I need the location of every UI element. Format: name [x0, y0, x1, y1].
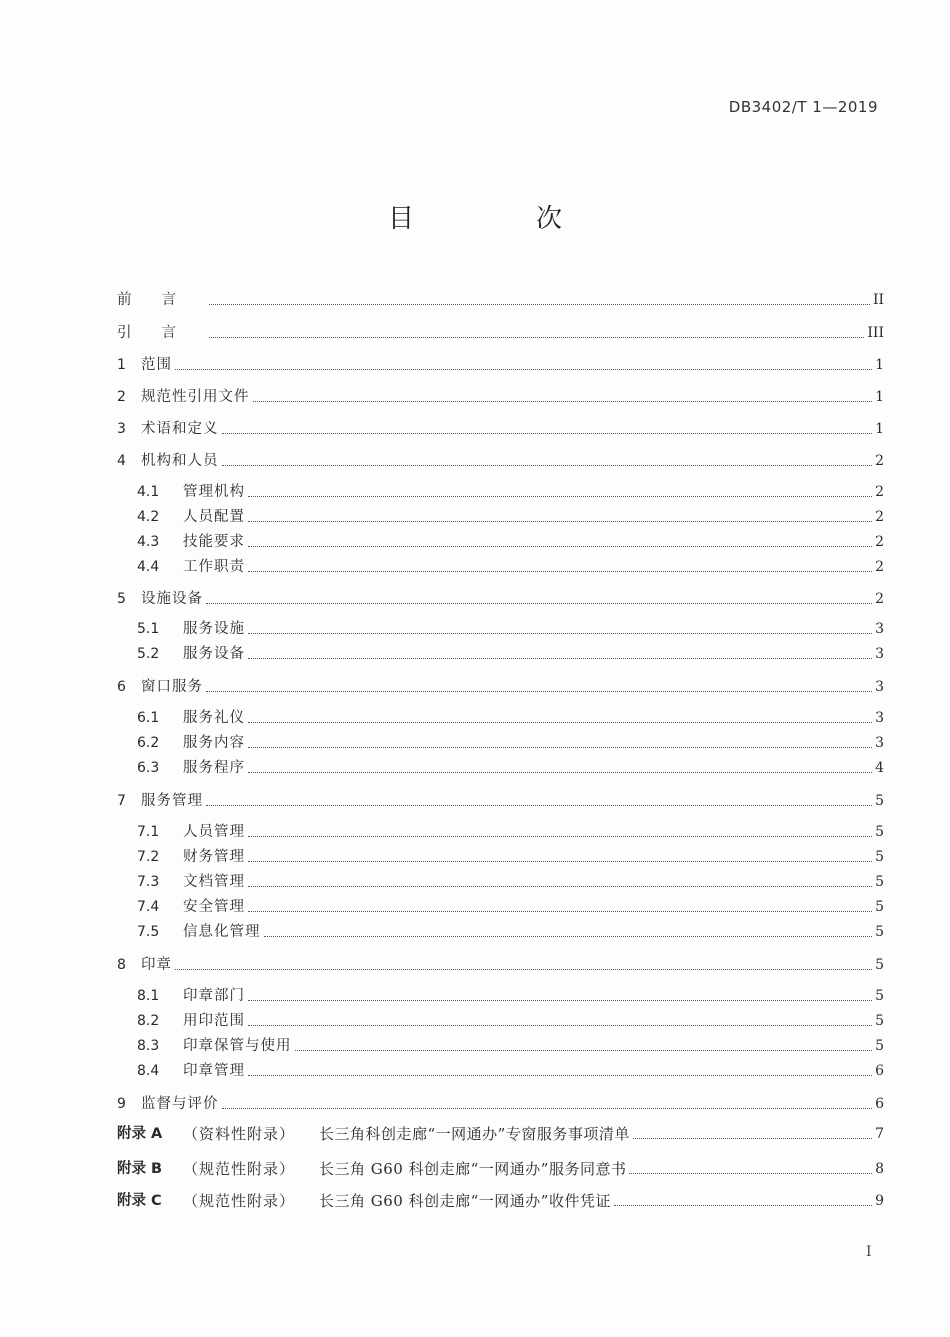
toc-entry-label: 信息化管理 — [183, 924, 261, 940]
toc-entry-label: 工作职责 — [183, 559, 245, 575]
toc-entry-page: 3 — [875, 679, 884, 695]
toc-entry-page: 3 — [875, 621, 884, 637]
toc-entry-page: 5 — [875, 957, 884, 973]
dot-leader — [248, 632, 872, 634]
toc-entry-label: 管理机构 — [183, 484, 245, 500]
toc-entry-label: 长三角 G60 科创走廊“一网通办”收件凭证 — [319, 1192, 611, 1210]
toc-entry-page: 5 — [875, 824, 884, 840]
toc-entry-label: 服务程序 — [183, 760, 245, 776]
toc-entry-label: 印章管理 — [183, 1063, 245, 1079]
toc-entry-page: 5 — [875, 988, 884, 1004]
toc-entry-number: 7.1 — [137, 824, 160, 840]
toc-subentry[interactable] — [137, 918, 884, 942]
toc-entry-page: 9 — [875, 1193, 884, 1209]
toc-subentry[interactable] — [137, 1057, 884, 1081]
dot-leader — [248, 721, 872, 723]
toc-entry-foreword[interactable] — [117, 286, 884, 310]
toc-subentry[interactable] — [137, 478, 884, 502]
toc-entry[interactable] — [117, 383, 884, 407]
toc-entry-page: 3 — [875, 710, 884, 726]
toc-entry-number: 8.3 — [137, 1038, 160, 1054]
toc-appendix-b[interactable] — [117, 1155, 884, 1179]
dot-leader — [206, 602, 872, 604]
toc-entry-number: 4.3 — [137, 534, 160, 550]
dot-leader — [175, 968, 872, 970]
toc-entry-label: 技能要求 — [183, 534, 245, 550]
toc-entry-page: 6 — [875, 1063, 884, 1079]
dot-leader — [248, 520, 872, 522]
dot-leader — [248, 1074, 872, 1076]
toc-entry-label: 前言 — [117, 292, 206, 308]
dot-leader — [295, 1049, 873, 1051]
document-code: DB3402/T 1—2019 — [728, 98, 878, 116]
dot-leader — [633, 1137, 872, 1139]
dot-leader — [248, 746, 872, 748]
toc-entry-label: 印章保管与使用 — [183, 1038, 292, 1054]
toc-entry-page: 2 — [875, 559, 884, 575]
toc-entry[interactable] — [117, 585, 884, 609]
toc-entry-number: 7.4 — [137, 899, 160, 915]
dot-leader — [253, 400, 873, 402]
appendix-prefix: 附录 C — [117, 1193, 162, 1209]
toc-entry-number: 2 — [117, 389, 126, 405]
appendix-kind: （规范性附录） — [183, 1160, 296, 1178]
toc-entry[interactable] — [117, 951, 884, 975]
toc-entry-number: 4 — [117, 453, 126, 469]
toc-entry-number: 7 — [117, 793, 126, 809]
toc-subentry[interactable] — [137, 818, 884, 842]
toc-entry-label: 服务设施 — [183, 621, 245, 637]
toc-entry-label: 印章部门 — [183, 988, 245, 1004]
toc-entry[interactable] — [117, 415, 884, 439]
toc-entry-page: 2 — [875, 534, 884, 550]
dot-leader — [222, 432, 873, 434]
toc-entry-label: 机构和人员 — [141, 453, 219, 469]
toc-entry-label: 用印范围 — [183, 1013, 245, 1029]
toc-entry[interactable] — [117, 673, 884, 697]
toc-entry-number: 6.3 — [137, 760, 160, 776]
toc-entry-label: 范围 — [141, 357, 172, 373]
dot-leader — [209, 336, 864, 338]
toc-entry-number: 1 — [117, 357, 126, 373]
dot-leader — [248, 570, 872, 572]
dot-leader — [206, 690, 872, 692]
toc-entry-page: 1 — [875, 389, 884, 405]
toc-subentry[interactable] — [137, 704, 884, 728]
toc-entry-number: 5 — [117, 591, 126, 607]
appendix-kind: （规范性附录） — [183, 1192, 296, 1210]
toc-entry-number: 8.4 — [137, 1063, 160, 1079]
toc-entry-label: 服务设备 — [183, 646, 245, 662]
toc-title: 目 次 — [387, 204, 610, 234]
toc-appendix-a[interactable] — [117, 1120, 884, 1144]
toc-entry-page: 2 — [875, 484, 884, 500]
toc-entry[interactable] — [117, 447, 884, 471]
toc-subentry[interactable] — [137, 893, 884, 917]
toc-entry-page: 5 — [875, 874, 884, 890]
toc-entry-number: 7.5 — [137, 924, 160, 940]
toc-entry-page: 5 — [875, 1038, 884, 1054]
toc-entry-label: 财务管理 — [183, 849, 245, 865]
toc-entry-page: 5 — [875, 849, 884, 865]
toc-entry-label: 服务礼仪 — [183, 710, 245, 726]
toc-entry-label: 设施设备 — [141, 591, 203, 607]
toc-entry-label: 人员管理 — [183, 824, 245, 840]
toc-entry-label: 人员配置 — [183, 509, 245, 525]
toc-entry-number: 8.1 — [137, 988, 160, 1004]
toc-entry-page: 6 — [875, 1096, 884, 1112]
toc-entry-page: 1 — [875, 421, 884, 437]
toc-entry-label: 服务管理 — [141, 793, 203, 809]
toc-entry-number: 5.1 — [137, 621, 160, 637]
dot-leader — [222, 464, 873, 466]
toc-entry-page: II — [872, 292, 884, 308]
dot-leader — [248, 657, 872, 659]
toc-subentry[interactable] — [137, 640, 884, 664]
toc-entry-number: 3 — [117, 421, 126, 437]
toc-subentry[interactable] — [137, 729, 884, 753]
toc-subentry[interactable] — [137, 1007, 884, 1031]
toc-entry-page: 4 — [875, 760, 884, 776]
page-folio: I — [866, 1244, 872, 1260]
toc-entry-label: 引言 — [117, 325, 206, 341]
toc-entry[interactable] — [117, 787, 884, 811]
dot-leader — [248, 545, 872, 547]
dot-leader — [248, 910, 872, 912]
toc-entry-label: 文档管理 — [183, 874, 245, 890]
dot-leader — [248, 999, 872, 1001]
toc-entry-label: 印章 — [141, 957, 172, 973]
toc-subentry[interactable] — [137, 503, 884, 527]
appendix-prefix: 附录 A — [117, 1126, 163, 1142]
toc-entry[interactable] — [117, 351, 884, 375]
toc-entry-label: 窗口服务 — [141, 679, 203, 695]
toc-entry-number: 4.2 — [137, 509, 160, 525]
dot-leader — [248, 860, 872, 862]
toc-entry-label: 监督与评价 — [141, 1096, 219, 1112]
appendix-kind: （资料性附录） — [183, 1125, 296, 1143]
toc-entry[interactable] — [117, 1090, 884, 1114]
toc-entry-label: 服务内容 — [183, 735, 245, 751]
toc-entry-number: 4.4 — [137, 559, 160, 575]
toc-entry-page: 3 — [875, 646, 884, 662]
toc-entry-number: 6 — [117, 679, 126, 695]
toc-entry-page: III — [867, 325, 884, 341]
dot-leader — [629, 1172, 872, 1174]
toc-entry-page: 5 — [875, 924, 884, 940]
toc-entry-number: 7.3 — [137, 874, 160, 890]
toc-entry-page: 8 — [875, 1161, 884, 1177]
toc-entry-introduction[interactable] — [117, 319, 884, 343]
toc-subentry[interactable] — [137, 553, 884, 577]
toc-entry-label: 安全管理 — [183, 899, 245, 915]
toc-subentry[interactable] — [137, 528, 884, 552]
toc-entry-label: 术语和定义 — [141, 421, 219, 437]
toc-entry-number: 6.2 — [137, 735, 160, 751]
toc-subentry[interactable] — [137, 843, 884, 867]
dot-leader — [248, 495, 872, 497]
dot-leader — [175, 368, 872, 370]
toc-entry-number: 4.1 — [137, 484, 160, 500]
toc-entry-number: 5.2 — [137, 646, 160, 662]
toc-entry-page: 5 — [875, 899, 884, 915]
toc-appendix-c[interactable] — [117, 1187, 884, 1211]
toc-entry-number: 7.2 — [137, 849, 160, 865]
toc-entry-page: 2 — [875, 509, 884, 525]
dot-leader — [264, 935, 873, 937]
toc-entry-label: 规范性引用文件 — [141, 389, 250, 405]
dot-leader — [222, 1107, 873, 1109]
toc-entry-page: 5 — [875, 1013, 884, 1029]
dot-leader — [248, 885, 872, 887]
toc-subentry[interactable] — [137, 868, 884, 892]
toc-entry-number: 8.2 — [137, 1013, 160, 1029]
toc-entry-label: 长三角科创走廊“一网通办”专窗服务事项清单 — [319, 1125, 630, 1143]
dot-leader — [248, 1024, 872, 1026]
toc-entry-page: 2 — [875, 591, 884, 607]
appendix-prefix: 附录 B — [117, 1161, 163, 1177]
toc-subentry[interactable] — [137, 615, 884, 639]
dot-leader — [614, 1204, 872, 1206]
toc-subentry[interactable] — [137, 754, 884, 778]
dot-leader — [206, 804, 872, 806]
toc-entry-number: 9 — [117, 1096, 126, 1112]
toc-entry-page: 2 — [875, 453, 884, 469]
toc-subentry[interactable] — [137, 1032, 884, 1056]
dot-leader — [248, 771, 872, 773]
toc-entry-number: 8 — [117, 957, 126, 973]
toc-entry-number: 6.1 — [137, 710, 160, 726]
toc-subentry[interactable] — [137, 982, 884, 1006]
dot-leader — [209, 303, 870, 305]
toc-entry-label: 长三角 G60 科创走廊“一网通办”服务同意书 — [319, 1160, 627, 1178]
toc-entry-page: 5 — [875, 793, 884, 809]
toc-entry-page: 7 — [875, 1126, 884, 1142]
dot-leader — [248, 835, 872, 837]
toc-entry-page: 1 — [875, 357, 884, 373]
toc-entry-page: 3 — [875, 735, 884, 751]
